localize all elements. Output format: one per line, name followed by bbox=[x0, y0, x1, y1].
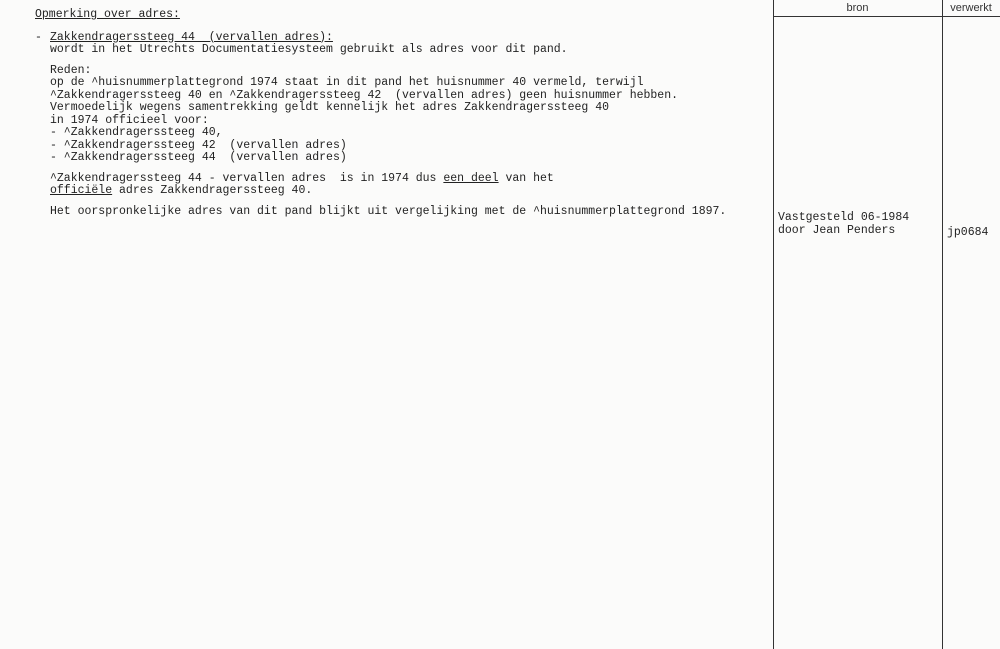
column-divider-bron bbox=[773, 0, 774, 649]
bron-line-1: Vastgesteld 06-1984 bbox=[778, 211, 910, 224]
column-header-verwerkt: verwerkt bbox=[950, 2, 992, 14]
item-dash: - bbox=[35, 30, 42, 44]
conclusion-line-2 bbox=[50, 185, 726, 198]
reason-line: op de ^huisnummerplattegrond 1974 staat in dit pand het huisnummer 40 vermeld, terwijl bbox=[50, 76, 644, 89]
conclusion2-text: adres Zakkendragerssteeg 40. bbox=[112, 184, 313, 197]
conclusion-text-end: van het bbox=[498, 171, 554, 185]
remark-body bbox=[35, 9, 765, 218]
address-item-title: Zakkendragerssteeg 44 (vervallen adres): bbox=[50, 30, 333, 44]
header-rule bbox=[773, 16, 1000, 17]
conclusion-emphasis: een deel bbox=[443, 171, 499, 185]
remark-heading: Opmerking over adres: bbox=[35, 8, 180, 21]
reason-line: Vermoedelijk wegens samentrekking geldt kennelijk het adres Zakkendragerssteeg 40 bbox=[50, 101, 609, 114]
reason-line: - ^Zakkendragerssteeg 40, bbox=[50, 126, 223, 139]
bron-entry bbox=[778, 212, 909, 237]
column-header-bron: bron bbox=[846, 2, 869, 14]
reason-line: ^Zakkendragerssteeg 40 en ^Zakkendragerssteeg 42 (vervallen adres) geen huisnummer hebben. bbox=[50, 88, 679, 102]
address-item bbox=[35, 32, 765, 219]
reason-line: - ^Zakkendragerssteeg 42 (vervallen adres) bbox=[50, 138, 347, 152]
column-divider-verwerkt bbox=[942, 0, 943, 649]
bron-line-2: door Jean Penders bbox=[778, 223, 896, 237]
verwerkt-value: jp0684 bbox=[947, 226, 989, 239]
address-item-description: wordt in het Utrechts Documentatiesysteem gebruikt als adres voor dit pand. bbox=[50, 43, 568, 56]
reason-line: in 1974 officieel voor: bbox=[50, 113, 209, 127]
official-emphasis: officiële bbox=[50, 184, 113, 197]
reason-line: - ^Zakkendragerssteeg 44 (vervallen adres) bbox=[50, 151, 347, 164]
reason-label: Reden: bbox=[50, 63, 92, 77]
conclusion-text: ^Zakkendragerssteeg 44 - vervallen adres is in 1974 dus bbox=[50, 171, 444, 185]
origin-line: Het oorspronkelijke adres van dit pand blijkt uit vergelijking met de ^huisnummerplattegrond 1897. bbox=[50, 204, 727, 218]
